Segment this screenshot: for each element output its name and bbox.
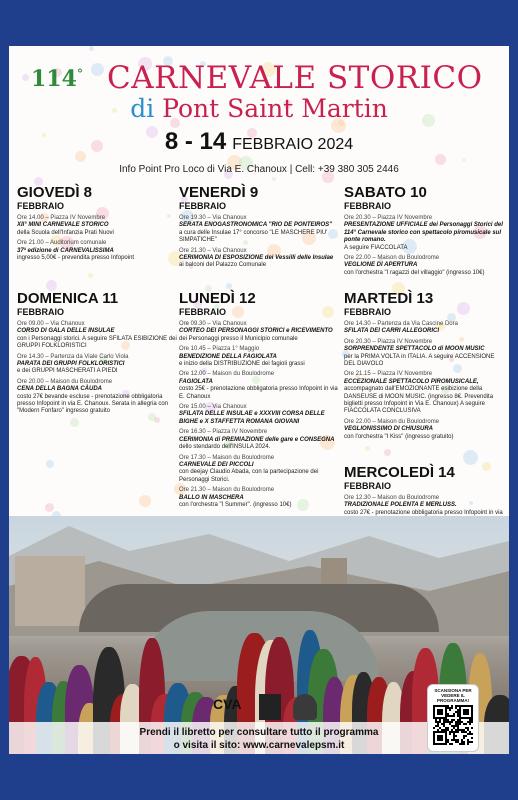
event-desc: della Scuola dell'Infanzia Prati Nuovi	[17, 229, 114, 236]
day-name: DOMENICA 11	[17, 290, 119, 307]
event-desc: dei Personaggi presso il Municipio comunale	[179, 335, 298, 342]
day-month: FEBBRAIO	[344, 201, 391, 211]
event-title: BALLO IN MASCHERA	[179, 494, 244, 501]
event-title: VEGLIONE DI APERTURA	[344, 262, 418, 269]
event-desc: con deejay Claudio Abada, con la partecipazione dei Personaggi Storici.	[179, 469, 319, 483]
event-title: VEGLIONISSIMO DI CHIUSURA	[344, 426, 434, 433]
event-item	[179, 429, 339, 451]
event-time: Ore 22.00 – Maison du Boulodrome	[344, 418, 440, 425]
event-item	[344, 255, 504, 277]
event-title: SERATA ENOGASTRONOMICA "RIO DE PONTEIROS"	[179, 222, 333, 229]
event-desc: ingresso 5,00€ - prevendita presso Infopoint	[17, 255, 135, 262]
event-item	[179, 248, 339, 270]
day-block	[179, 290, 339, 512]
day-month: FEBBRAIO	[179, 307, 226, 317]
cva-logo: CVA	[213, 696, 242, 712]
day-block	[344, 184, 504, 280]
event-time: Ore 15.00 – Via Chanoux	[179, 404, 247, 411]
event-item	[179, 404, 339, 426]
day-block	[17, 184, 177, 265]
day-month: FEBBRAIO	[344, 481, 391, 491]
event-title: BENEDIZIONE DELLA FAGIOLATA	[179, 353, 277, 360]
qr-code-icon	[433, 705, 473, 745]
event-item	[17, 321, 177, 351]
event-item	[344, 321, 504, 336]
day-block	[17, 290, 177, 419]
event-time: Ore 22.00 – Maison du Boulodrome	[344, 255, 440, 262]
event-item	[179, 487, 339, 509]
day-month: FEBBRAIO	[344, 307, 391, 317]
poster-title: CARNEVALE STORICO	[107, 60, 483, 96]
event-time: Ore 21.30 – Maison du Boulodrome	[179, 487, 275, 494]
event-title: 37ª edizione di CARNEVALISSIMA	[17, 247, 114, 254]
event-desc: per la PRIMA VOLTA in ITALIA. A seguire ACCENSIONE DEL DIAVOLO	[344, 353, 495, 368]
event-title: CERIMONIA di PREMIAZIONE delle gare e CONSEGNA	[179, 436, 335, 443]
event-desc: ai balconi del Palazzo Comunale	[179, 262, 267, 269]
event-item	[344, 419, 504, 441]
event-time: Ore 12.00 – Maison du Boulodrome	[179, 371, 275, 378]
program-qr-code[interactable]	[427, 684, 479, 752]
event-title: XII° MINI CARNEVALE STORICO	[17, 222, 109, 229]
event-time: Ore 19.30 – Via Chanoux	[179, 215, 247, 221]
event-desc: con l'orchestra "I ragazzi del villaggio" (ingresso 10€)	[344, 269, 485, 276]
event-time: Ore 16.30 – Piazza IV Novembre	[179, 429, 268, 436]
event-time: Ore 20.00 – Maison du Boulodrome	[17, 378, 113, 385]
event-item	[179, 371, 339, 401]
event-item	[179, 215, 339, 245]
event-item	[17, 354, 177, 376]
day-name: MARTEDÌ 13	[344, 290, 434, 307]
day-month: FEBBRAIO	[179, 201, 226, 211]
event-item	[344, 215, 504, 252]
event-desc: con i Personaggi storici. A seguire SFILATA ESIBIZIONE dei GRUPPI FOLKLORISTICI	[17, 335, 177, 350]
event-time: Ore 20.30 – Piazza IV Novembre	[344, 338, 433, 345]
event-item	[179, 346, 339, 368]
event-item	[17, 240, 177, 262]
event-time: Ore 21.15 – Piazza IV Novembre	[344, 371, 433, 378]
event-item	[344, 371, 504, 415]
event-item	[179, 321, 339, 343]
event-desc: A seguire FIACCOLATA	[344, 244, 408, 251]
day-name: MERCOLEDÌ 14	[344, 464, 455, 481]
day-name: SABATO 10	[344, 184, 427, 201]
event-item	[17, 379, 177, 416]
event-item	[344, 339, 504, 369]
event-title: ECCEZIONALE SPETTACOLO PIROMUSICALE,	[344, 378, 479, 385]
event-desc: con l'orchestra "I Kiss" (ingresso gratuito)	[344, 433, 454, 440]
day-block	[344, 290, 504, 444]
event-time: Ore 20.30 – Piazza IV Novembre	[344, 215, 433, 221]
event-title: SORPRENDENTE SPETTACOLO di MOON MUSIC	[344, 346, 485, 353]
event-time: Ore 21.30 – Via Chanoux	[179, 247, 247, 254]
footer-booklet-text: Prendi il libretto per consultare tutto il programma	[139, 727, 379, 738]
sponsor-logo	[259, 694, 281, 720]
qr-label: SCANSIONA PER VEDERE IL PROGRAMMA!	[434, 688, 472, 703]
info-point-contact: Info Point Pro Loco di Via E. Chanoux | Cell: +39 380 305 2446	[119, 164, 399, 175]
event-desc: e dei GRUPPI MASCHERATI A PIEDI	[17, 368, 118, 375]
event-time: Ore 14.30 – Partenza da Via Cascine Dora	[344, 321, 458, 327]
event-item	[179, 455, 339, 485]
event-title: PRESENTAZIONE UFFICIALE dei Personaggi Storici del 114° Carnevale storico con spettacolo piromusicale sul ponte romano.	[344, 222, 503, 244]
event-time: Ore 10.45 – Piazza 1° Maggio	[179, 346, 260, 353]
event-desc: con l'orchestra "I Summer". (ingresso 10€)	[179, 501, 292, 508]
municipal-crest-logo	[293, 694, 317, 720]
event-desc: accompagnato dall'EMOZIONANTE esibizione della DANSEUSE di MOON MUSIC. (ingresso 8€. Prevendita biglietti presso Infopoint in Via E. Chanoux) A seguire FIACCOLATA CONCLUSIVA	[344, 386, 494, 415]
day-block	[179, 184, 339, 273]
event-desc: dello stendardo dell'INSULA 2024.	[179, 444, 271, 451]
day-name: VENERDÌ 9	[179, 184, 259, 201]
event-poster	[9, 46, 509, 754]
event-title: SFILATA DEI CARRI ALLEGORICI	[344, 328, 439, 335]
event-title: CENA DELLA BAGNA CÀUDA	[17, 386, 102, 393]
event-time: Ore 17.30 – Maison du Boulodrome	[179, 454, 275, 461]
event-title: FAGIOLATA	[179, 378, 213, 385]
day-name: GIOVEDÌ 8	[17, 184, 93, 201]
event-desc: costo 25€ - prenotazione obbligatoria presso Infopoint in via E. Chanoux	[179, 386, 338, 400]
event-title: CERIMONIA DI ESPOSIZIONE dei Vessilli delle Insulae	[179, 255, 334, 262]
event-title: CORSO DI GALA DELLE INSULAE	[17, 328, 115, 335]
event-time: Ore 14.00 – Piazza IV Novembre	[17, 215, 106, 221]
day-month: FEBBRAIO	[17, 201, 64, 211]
event-title: SFILATA DELLE INSULAE e XXXVIII CORSA DELLE BIGHE e X STAFFETTA ROMANA GIOVANI	[179, 411, 325, 425]
event-desc: costo 27€ bevande escluse - prenotazione obbligatoria presso Infopoint in via E. Chanoux. Serata in allegria con "Modern Fonfaro" ingresso gratuito	[17, 393, 169, 415]
event-title: TRADIZIONALE POLENTA E MERLUSS.	[344, 502, 457, 509]
event-time: Ore 14.30 – Partenza da Viale Carlo Viola	[17, 353, 129, 360]
event-dates: 8 - 14 FEBBRAIO 2024	[164, 128, 354, 155]
event-item	[17, 215, 177, 237]
event-title: CARNEVALE DEI PICCOLI	[179, 461, 254, 468]
day-name: LUNEDÌ 12	[179, 290, 256, 307]
event-time: Ore 09.00 – Via Chanoux	[17, 321, 85, 327]
event-title: CORTEO DEI PERSONAGGI STORICI e RICEVIMENTO	[179, 328, 333, 335]
footer-website-text[interactable]: o visita il sito: www.carnevalepsm.it	[173, 740, 345, 751]
poster-subtitle: di Pont Saint Martin	[130, 94, 388, 123]
event-time: Ore 12.30 – Maison du Boulodrome	[344, 495, 440, 501]
day-month: FEBBRAIO	[17, 307, 64, 317]
event-desc: a cura delle Insulae 17° concorso "LE MASCHERE PIU' SIMPATICHE"	[179, 229, 328, 244]
edition-number: 114°	[31, 66, 83, 92]
event-title: PARATA DEI GRUPPI FOLKLORISTICI	[17, 361, 125, 368]
event-time: Ore 09.30 – Via Chanoux	[179, 321, 247, 327]
event-desc: e inizio della DISTRIBUZIONE dei fagioli grassi	[179, 361, 305, 368]
event-time: Ore 21.00 – Auditorium comunale	[17, 240, 107, 247]
event-desc: costo 27€ - prenotazione obbligatoria presso Infopoint in via	[344, 509, 503, 516]
